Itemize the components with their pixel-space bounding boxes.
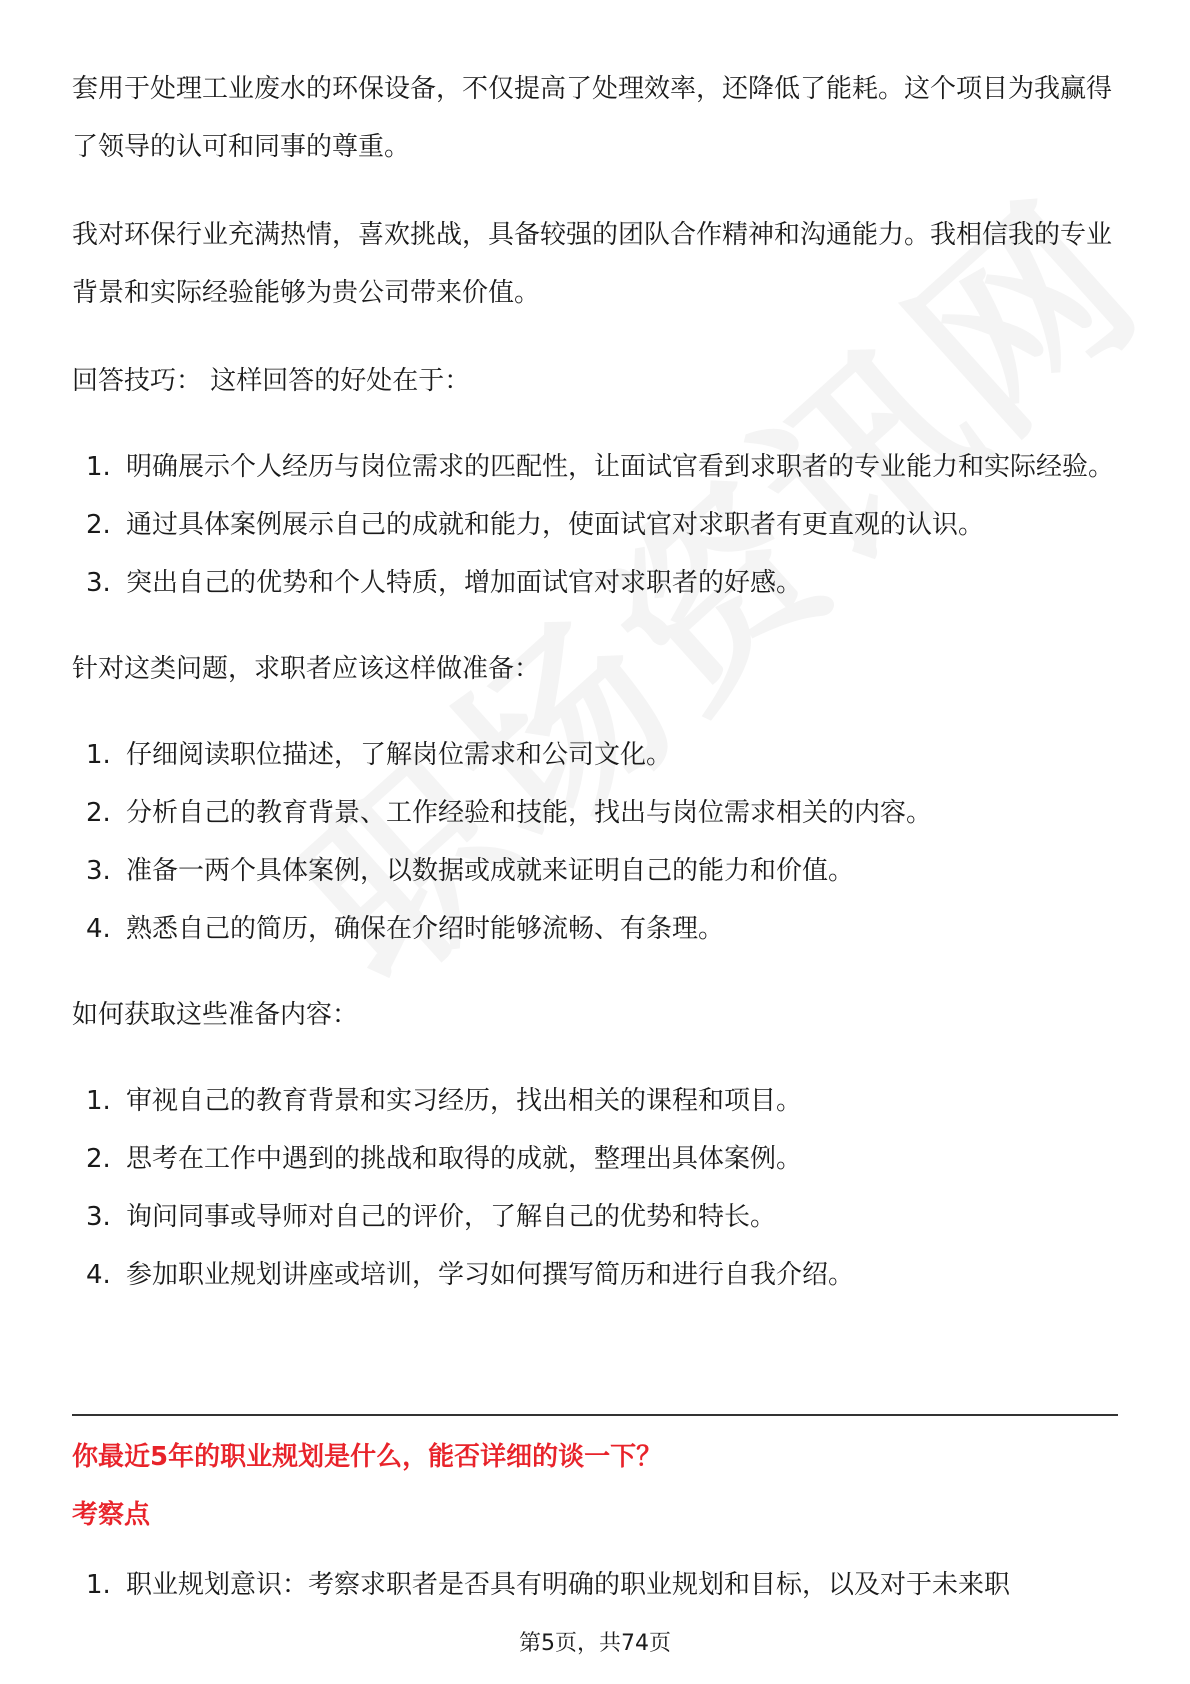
- exam-points-heading: 考察点: [72, 1500, 151, 1530]
- obtain-list: [72, 1072, 1118, 1304]
- main-content: [72, 60, 1118, 1332]
- list-item: [72, 1556, 1118, 1614]
- list-item-text: 熟悉自己的简历，确保在介绍时能够流畅、有条理。: [126, 914, 725, 944]
- list-item-text: 明确展示个人经历与岗位需求的匹配性，让面试官看到求职者的专业能力和实际经验。: [126, 452, 1115, 482]
- intro-paragraph-1: 套用于处理工业废水的环保设备，不仅提高了处理效率，还降低了能耗。这个项目为我赢得了领导的认可和同事的尊重。: [72, 74, 1113, 162]
- list-item: [72, 554, 1118, 612]
- list-item-text: 分析自己的教育背景、工作经验和技能，找出与岗位需求相关的内容。: [126, 798, 933, 828]
- section-divider: [72, 1414, 1118, 1416]
- tips-label: 回答技巧： 这样回答的好处在于：: [72, 366, 471, 396]
- list-item-number: 3.: [86, 568, 111, 598]
- intro-paragraph-2: 我对环保行业充满热情，喜欢挑战，具备较强的团队合作精神和沟通能力。我相信我的专业背景和实际经验能够为贵公司带来价值。: [72, 220, 1113, 308]
- list-item-number: 1.: [86, 1086, 111, 1116]
- list-item-text: 通过具体案例展示自己的成就和能力，使面试官对求职者有更直观的认识。: [126, 510, 985, 540]
- exam-points-list: [72, 1556, 1118, 1614]
- list-item: [72, 438, 1118, 496]
- list-item-number: 2.: [86, 1144, 111, 1174]
- list-item-number: 3.: [86, 1202, 111, 1232]
- list-item-number: 1.: [86, 452, 111, 482]
- list-item-number: 2.: [86, 510, 111, 540]
- list-item-text: 思考在工作中遇到的挑战和取得的成就，整理出具体案例。: [126, 1144, 803, 1174]
- list-item-number: 1.: [86, 1570, 111, 1600]
- list-item-number: 4.: [86, 914, 111, 944]
- tips-list: [72, 438, 1118, 612]
- page-number: 第5页，共74页: [519, 1631, 671, 1656]
- list-item-number: 4.: [86, 1260, 111, 1290]
- list-item: [72, 842, 1118, 900]
- prepare-label: 针对这类问题，求职者应该这样做准备：: [72, 654, 541, 684]
- list-item: [72, 1072, 1118, 1130]
- list-item-number: 2.: [86, 798, 111, 828]
- list-item-text: 仔细阅读职位描述，了解岗位需求和公司文化。: [126, 740, 673, 770]
- list-item-text: 参加职业规划讲座或培训，学习如何撰写简历和进行自我介绍。: [126, 1260, 855, 1290]
- list-item-text: 突出自己的优势和个人特质，增加面试官对求职者的好感。: [126, 568, 803, 598]
- list-item-text: 询问同事或导师对自己的评价，了解自己的优势和特长。: [126, 1202, 777, 1232]
- list-item: [72, 900, 1118, 958]
- list-item: [72, 1130, 1118, 1188]
- list-item-number: 3.: [86, 856, 111, 886]
- list-item-text: 准备一两个具体案例，以数据或成就来证明自己的能力和价值。: [126, 856, 855, 886]
- list-item-text: 职业规划意识：考察求职者是否具有明确的职业规划和目标，以及对于未来职: [126, 1570, 1011, 1600]
- list-item-number: 1.: [86, 740, 111, 770]
- obtain-label: 如何获取这些准备内容：: [72, 1000, 359, 1030]
- list-item-text: 审视自己的教育背景和实习经历，找出相关的课程和项目。: [126, 1086, 803, 1116]
- list-item: [72, 726, 1118, 784]
- list-item: [72, 1188, 1118, 1246]
- list-item: [72, 1246, 1118, 1304]
- question-heading: 你最近5年的职业规划是什么，能否详细的谈一下？: [72, 1442, 663, 1472]
- prepare-list: [72, 726, 1118, 958]
- list-item: [72, 496, 1118, 554]
- list-item: [72, 784, 1118, 842]
